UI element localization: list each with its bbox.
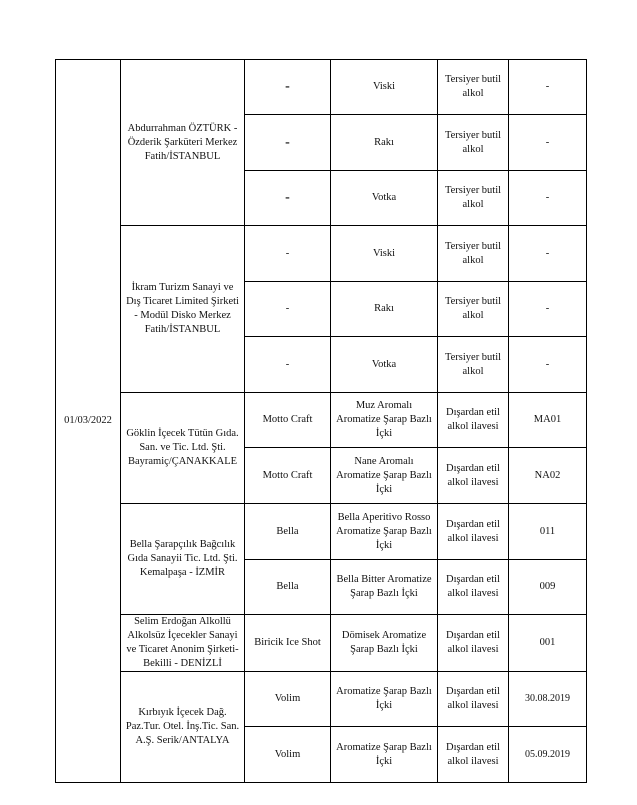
brand-cell: Bella	[245, 504, 331, 560]
type-cell: Tersiyer butil alkol	[438, 226, 509, 282]
company-cell: Kırbıyık İçecek Dağ. Paz.Tur. Otel. İnş.Tic. San. A.Ş. Serik/ANTALYA	[121, 672, 245, 783]
product-cell: Aromatize Şarap Bazlı İçki	[331, 672, 438, 727]
code-cell: -	[509, 171, 587, 226]
product-table	[55, 59, 587, 783]
code-cell: 05.09.2019	[509, 727, 587, 783]
brand-cell: Volim	[245, 727, 331, 783]
type-cell: Dışardan etil alkol ilavesi	[438, 615, 509, 672]
type-cell: Dışardan etil alkol ilavesi	[438, 672, 509, 727]
code-cell: -	[509, 115, 587, 171]
company-cell: Selim Erdoğan Alkollü Alkolsüz İçecekler Sanayi ve Ticaret Anonim Şirketi-Bekilli - DENİZLİ	[121, 615, 245, 672]
product-cell: Viski	[331, 226, 438, 282]
product-cell: Nane Aromalı Aromatize Şarap Bazlı İçki	[331, 448, 438, 504]
product-cell: Votka	[331, 171, 438, 226]
table-row	[56, 226, 587, 282]
code-cell: MA01	[509, 393, 587, 448]
code-cell: -	[509, 337, 587, 393]
brand-cell: -	[245, 171, 331, 226]
brand-cell: Biricik Ice Shot	[245, 615, 331, 672]
code-cell: -	[509, 60, 587, 115]
code-cell: 011	[509, 504, 587, 560]
product-cell: Dömisek Aromatize Şarap Bazlı İçki	[331, 615, 438, 672]
company-cell: Göklin İçecek Tütün Gıda. San. ve Tic. Ltd. Şti. Bayramiç/ÇANAKKALE	[121, 393, 245, 504]
brand-cell: -	[245, 60, 331, 115]
type-cell: Tersiyer butil alkol	[438, 337, 509, 393]
code-cell: 009	[509, 560, 587, 615]
company-cell: Bella Şarapçılık Bağcılık Gıda Sanayii Tic. Ltd. Şti. Kemalpaşa - İZMİR	[121, 504, 245, 615]
brand-cell: -	[245, 226, 331, 282]
brand-cell: Motto Craft	[245, 448, 331, 504]
type-cell: Dışardan etil alkol ilavesi	[438, 504, 509, 560]
code-cell: -	[509, 226, 587, 282]
date-cell: 01/03/2022	[56, 60, 121, 783]
company-cell: Abdurrahman ÖZTÜRK - Özderik Şarküteri Merkez Fatih/İSTANBUL	[121, 60, 245, 226]
code-cell: 001	[509, 615, 587, 672]
code-cell: NA02	[509, 448, 587, 504]
brand-cell: -	[245, 282, 331, 337]
product-cell: Muz Aromalı Aromatize Şarap Bazlı İçki	[331, 393, 438, 448]
table-row	[56, 504, 587, 560]
brand-cell: Volim	[245, 672, 331, 727]
brand-cell: -	[245, 337, 331, 393]
product-cell: Rakı	[331, 282, 438, 337]
code-cell: 30.08.2019	[509, 672, 587, 727]
type-cell: Dışardan etil alkol ilavesi	[438, 448, 509, 504]
table-body	[56, 60, 587, 783]
table-row	[56, 393, 587, 448]
type-cell: Tersiyer butil alkol	[438, 60, 509, 115]
product-cell: Viski	[331, 60, 438, 115]
table-row	[56, 615, 587, 672]
company-cell: İkram Turizm Sanayi ve Dış Ticaret Limited Şirketi - Modül Disko Merkez Fatih/İSTANBUL	[121, 226, 245, 393]
type-cell: Dışardan etil alkol ilavesi	[438, 727, 509, 783]
type-cell: Tersiyer butil alkol	[438, 282, 509, 337]
brand-cell: Motto Craft	[245, 393, 331, 448]
table-row	[56, 60, 587, 115]
type-cell: Tersiyer butil alkol	[438, 115, 509, 171]
product-cell: Bella Bitter Aromatize Şarap Bazlı İçki	[331, 560, 438, 615]
table-row	[56, 672, 587, 727]
product-cell: Votka	[331, 337, 438, 393]
product-cell: Bella Aperitivo Rosso Aromatize Şarap Bazlı İçki	[331, 504, 438, 560]
type-cell: Tersiyer butil alkol	[438, 171, 509, 226]
code-cell: -	[509, 282, 587, 337]
type-cell: Dışardan etil alkol ilavesi	[438, 393, 509, 448]
product-cell: Rakı	[331, 115, 438, 171]
brand-cell: Bella	[245, 560, 331, 615]
brand-cell: -	[245, 115, 331, 171]
product-cell: Aromatize Şarap Bazlı İçki	[331, 727, 438, 783]
type-cell: Dışardan etil alkol ilavesi	[438, 560, 509, 615]
